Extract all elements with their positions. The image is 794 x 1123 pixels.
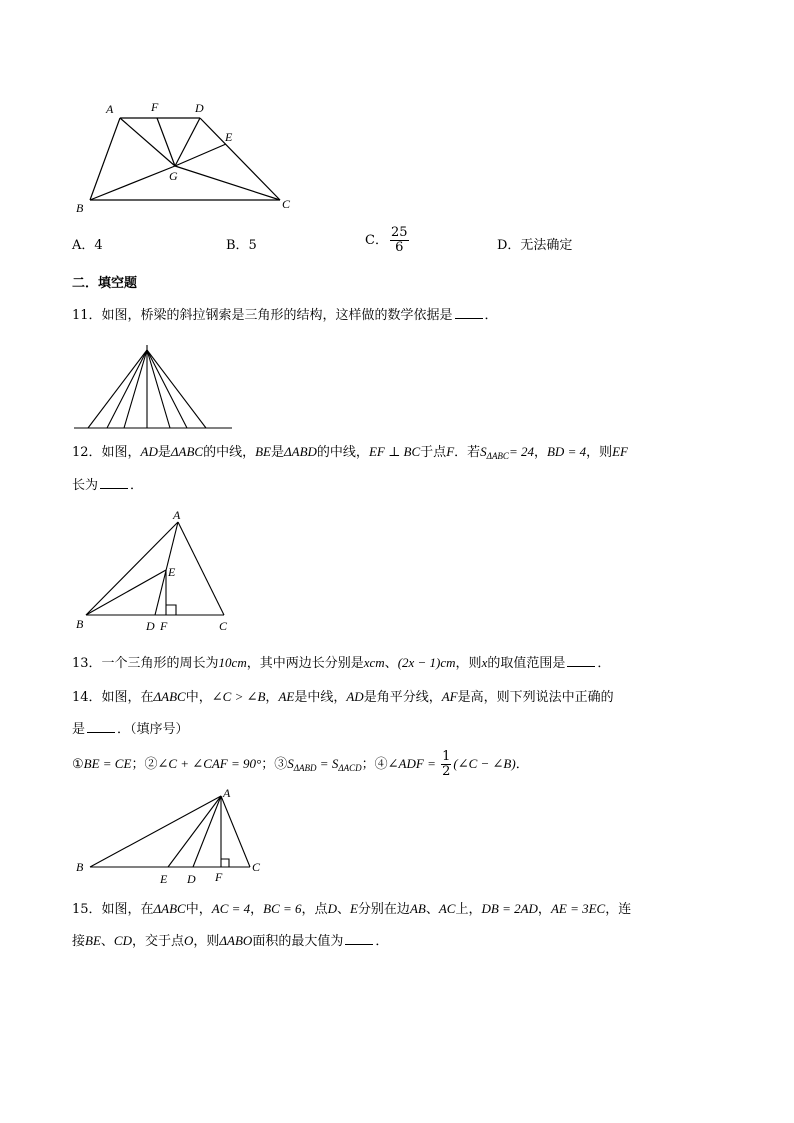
q14-sep-1: ；	[131, 757, 145, 772]
q15-ac2: AC	[438, 901, 456, 916]
q14-opt3-sub2: ΔACD	[338, 763, 362, 773]
q14-edge-ab	[90, 796, 221, 867]
q12-label-b: B	[76, 617, 84, 631]
q12-label-f: F	[160, 619, 168, 633]
q15-d: D	[327, 901, 337, 916]
q14-opt4-numerator: 1	[442, 749, 451, 764]
q12-label-c: C	[219, 619, 228, 633]
q12-end: ．	[130, 478, 144, 493]
q14-label-e: E	[160, 872, 168, 886]
q10-label-a: A	[106, 102, 114, 116]
q14-line2-a: 是	[72, 722, 86, 737]
q10-option-c-numerator: 25	[390, 225, 408, 240]
q14-opt4-b: (∠C − ∠B)	[453, 756, 516, 771]
q15-text-3: ，	[250, 902, 264, 917]
q15-text-6: 分别在边	[357, 902, 410, 917]
q15-text-8: 上，	[455, 902, 482, 917]
q11-end: ．	[484, 308, 498, 323]
q14-line2-b: ．（填序号）	[117, 722, 189, 737]
q15-line1	[72, 898, 631, 917]
q12-label-d: D	[146, 619, 155, 633]
q12-tri-abd: ΔABD	[284, 444, 317, 459]
q14-ad: AD	[346, 689, 364, 704]
q15-text-7: 、	[425, 902, 439, 917]
q14-label-f: F	[215, 870, 223, 884]
q15-e: E	[349, 901, 358, 916]
q12-text-4: 是	[271, 445, 285, 460]
q14-opt1-mark: ①	[72, 757, 84, 772]
q14-right-angle-mark	[221, 859, 229, 867]
q15-text-4: ，点	[301, 902, 328, 917]
q13-side-1: xcm	[363, 655, 385, 670]
q14-median-ae	[168, 796, 221, 867]
q12-text-6: 于点	[420, 445, 447, 460]
q14-opt4-denominator: 2	[442, 764, 451, 779]
q14-options-end: ．	[515, 757, 529, 772]
q12-f: F	[446, 444, 455, 459]
q14-label-c: C	[252, 860, 261, 874]
q14-opt4-a: ∠ADF =	[387, 756, 440, 771]
q14-opt2: ∠C + ∠CAF = 90°	[157, 756, 262, 771]
q12-ad: AD	[140, 444, 158, 459]
q12-text-2: 是	[157, 445, 171, 460]
q12-label-a: A	[173, 508, 181, 522]
q15-text-14: 面积的最大值为	[252, 934, 344, 949]
q14-text-5: 是角平分线，	[363, 690, 442, 705]
q12-ef: EF	[612, 444, 628, 459]
q13-side-2: (2x − 1)cm	[397, 655, 456, 670]
q15-text-10: ，连	[605, 902, 632, 917]
q15-text-5: 、	[336, 902, 350, 917]
q12-text-8: ，	[533, 445, 547, 460]
q14-af: AF	[441, 689, 458, 704]
q12-text-5: 的中线，	[316, 445, 369, 460]
q13-x: x	[481, 655, 488, 670]
q14-edge-ac	[221, 796, 250, 867]
q13-text-4: ，则	[455, 656, 482, 671]
q15-text-12: ，交于点	[131, 934, 184, 949]
q14-opt3-sub1: ΔABD	[293, 763, 317, 773]
q15-line2	[72, 930, 388, 949]
q10-label-b: B	[76, 201, 84, 215]
q12-text-1: 12．如图，	[72, 445, 141, 460]
q14-label-a: A	[223, 786, 231, 800]
q12-be: BE	[255, 444, 271, 459]
q10-label-c: C	[282, 197, 291, 211]
q15-text-11: 、	[100, 934, 114, 949]
q15-db: DB = 2AD	[481, 901, 538, 916]
q14-cond: ∠C > ∠B	[211, 689, 266, 704]
q15-bc: BC = 6	[263, 901, 302, 916]
q15-text-1: 15．如图，在	[72, 902, 154, 917]
q11-question: 11．如图，桥梁的斜拉钢索是三角形的结构，这样做的数学依据是	[72, 308, 453, 323]
q10-option-a[interactable]: A．4	[72, 238, 103, 253]
q13-text-5: 的取值范围是	[487, 656, 566, 671]
q15-ab: AB	[409, 901, 426, 916]
q15-ae: AE = 3EC	[550, 901, 606, 916]
q13-text-2: ，其中两边长分别是	[246, 656, 364, 671]
q14-opt3-mark: ③	[274, 757, 288, 772]
q12-ef-perp-bc: EF ⊥ BC	[368, 444, 421, 459]
q12-text-3: 的中线，	[203, 445, 256, 460]
q14-text-2: 中，	[185, 690, 212, 705]
q10-option-d[interactable]: D．无法确定	[497, 238, 573, 253]
q13-end: ．	[597, 656, 611, 671]
q15-ac: AC = 4	[211, 901, 251, 916]
q13-perimeter: 10cm	[218, 655, 247, 670]
q10-option-c-prefix: C．	[365, 233, 388, 248]
q15-text-9: ，	[537, 902, 551, 917]
q12-tri-abc: ΔABC	[170, 444, 204, 459]
q13-text-3: 、	[384, 656, 398, 671]
q14-sep-2: ；	[261, 757, 275, 772]
q14-opt2-mark: ②	[144, 757, 158, 772]
q14-text-3: ，	[265, 690, 279, 705]
q10-label-f: F	[151, 100, 159, 114]
q10-label-d: D	[195, 101, 204, 115]
q10-label-g: G	[169, 169, 178, 183]
section-title-fill-blank: 二．填空题	[72, 276, 138, 291]
q12-text-9: ，则	[586, 445, 613, 460]
q12-bd-eq: BD = 4	[546, 444, 587, 459]
q15-answer-blank[interactable]	[345, 932, 373, 945]
q15-end: ．	[375, 934, 389, 949]
q14-ae: AE	[278, 689, 295, 704]
q15-text-2: 中，	[185, 902, 212, 917]
q15-o: O	[184, 933, 194, 948]
q10-option-b[interactable]: B．5	[226, 238, 257, 253]
q12-s: S	[480, 444, 487, 459]
q14-opt1: BE = CE	[83, 756, 132, 771]
q12-text-7: ．若	[454, 445, 481, 460]
q10-option-c-denominator: 6	[395, 240, 404, 255]
q15-be: BE	[85, 933, 101, 948]
q15-line2-a: 接	[72, 934, 86, 949]
q12-s-sub: ΔABC	[486, 451, 509, 461]
q14-label-b: B	[76, 860, 84, 874]
q14-text-4: 是中线，	[294, 690, 347, 705]
q13-text-1: 13．一个三角形的周长为	[72, 656, 219, 671]
q15-tri: ΔABC	[153, 901, 186, 916]
q14-opt4-mark: ④	[374, 757, 388, 772]
q14-text-1: 14．如图，在	[72, 690, 154, 705]
q14-label-d: D	[187, 872, 196, 886]
q14-sep-3: ；	[361, 757, 375, 772]
q15-tri-abo: ΔABO	[219, 933, 253, 948]
q10-label-e: E	[225, 130, 233, 144]
q12-label-e: E	[168, 565, 176, 579]
q12-line2-text: 长为	[72, 478, 99, 493]
q14-bisector-ad	[193, 796, 221, 867]
q14-opt3-s1: S	[287, 756, 294, 771]
q14-opt3-eq: = S	[316, 756, 339, 771]
q14-tri: ΔABC	[153, 689, 186, 704]
q15-cd: CD	[113, 933, 132, 948]
q14-text-6: 是高，则下列说法中正确的	[457, 690, 614, 705]
q12-s-val: = 24	[508, 444, 534, 459]
q15-text-13: ，则	[193, 934, 220, 949]
